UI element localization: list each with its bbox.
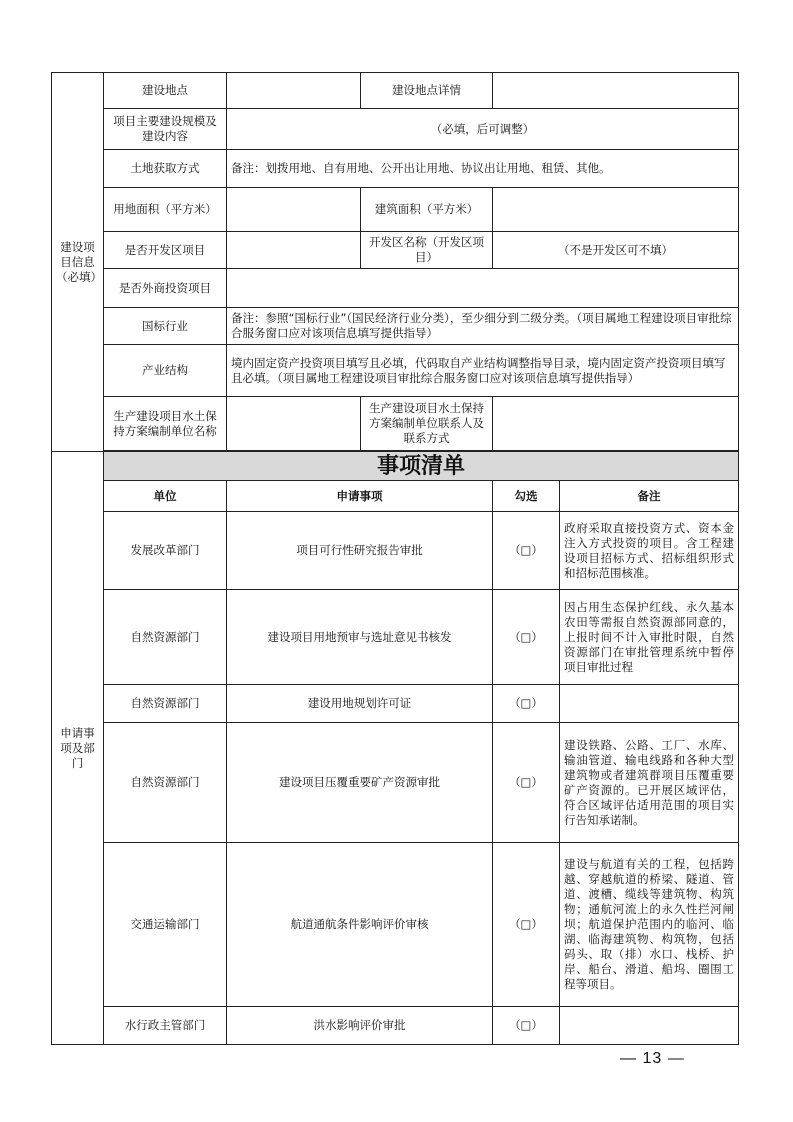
land-area-field[interactable] (227, 188, 361, 232)
header-matter: 申请事项 (227, 481, 493, 512)
header-check: 勾选 (493, 481, 560, 512)
row-unit: 自然资源部门 (104, 685, 227, 723)
row-checkbox[interactable]: （□） (493, 843, 560, 1007)
row-matter: 建设项目用地预审与选址意见书核发 (227, 590, 493, 685)
row-remark (560, 1007, 739, 1045)
foreign-investment-label: 是否外商投资项目 (104, 269, 227, 308)
row-matter: 建设用地规划许可证 (227, 685, 493, 723)
soil-plan-contact-field[interactable] (493, 397, 739, 451)
dev-zone-name-label: 开发区名称（开发区项目） (361, 232, 493, 269)
table-row (52, 723, 739, 843)
table-row (52, 590, 739, 685)
location-label: 建设地点 (104, 73, 227, 109)
building-area-field[interactable] (493, 188, 739, 232)
land-area-label: 用地面积（平方米） (104, 188, 227, 232)
form-table (51, 72, 739, 1045)
land-method-label: 土地获取方式 (104, 150, 227, 188)
industry-structure-label: 产业结构 (104, 345, 227, 397)
location-detail-field[interactable] (493, 73, 739, 109)
section-label-items: 申请事项及部门 (52, 452, 104, 1045)
industry-field[interactable]: 备注：参照“国标行业”（国民经济行业分类），至少细分到二级分类。（项目属地工程建设项目审批综合服务窗口应对该项信息填写提供指导） (227, 308, 739, 345)
row-remark: 建设与航道有关的工程，包括跨越、穿越航道的桥梁、隧道、管道、渡槽、缆线等建筑物、构筑物；通航河流上的永久性拦河闸坝；航道保护范围内的临河、临湖、临海建筑物、构筑物，包括码头、取（排）水口、栈桥、护岸、船台、滑道、船坞、圈围工程等项目。 (560, 843, 739, 1007)
scale-field[interactable]: （必填，后可调整） (227, 109, 739, 150)
dev-zone-field[interactable] (227, 232, 361, 269)
row-checkbox[interactable]: （□） (493, 723, 560, 843)
table-row (52, 843, 739, 1007)
land-method-field[interactable]: 备注：划拨用地、自有用地、公开出让用地、协议出让用地、租赁、其他。 (227, 150, 739, 188)
items-title: 事项清单 (104, 452, 739, 481)
location-detail-label: 建设地点详情 (361, 73, 493, 109)
table-row (52, 1007, 739, 1045)
row-checkbox[interactable]: （□） (493, 512, 560, 590)
dev-zone-name-field[interactable]: （不是开发区可不填） (493, 232, 739, 269)
row-unit: 交通运输部门 (104, 843, 227, 1007)
section-label-construction-info: 建设项目信息（必填） (52, 73, 104, 452)
header-remark: 备注 (560, 481, 739, 512)
row-unit: 自然资源部门 (104, 590, 227, 685)
scale-label: 项目主要建设规模及建设内容 (104, 109, 227, 150)
industry-structure-field[interactable]: 境内固定资产投资项目填写且必填，代码取自产业结构调整指导目录，境内固定资产投资项目填写且必填。（项目属地工程建设项目审批综合服务窗口应对该项信息填写提供指导） (227, 345, 739, 397)
row-remark: 建设铁路、公路、工厂、水库、输油管道、输电线路和各种大型建筑物或者建筑群项目压覆重要矿产资源的。已开展区域评估，符合区域评估适用范围的项目实行告知承诺制。 (560, 723, 739, 843)
row-matter: 洪水影响评价审批 (227, 1007, 493, 1045)
row-checkbox[interactable]: （□） (493, 590, 560, 685)
row-matter: 航道通航条件影响评价审核 (227, 843, 493, 1007)
application-form (51, 72, 738, 1045)
row-checkbox[interactable]: （□） (493, 685, 560, 723)
soil-plan-unit-field[interactable] (227, 397, 361, 451)
row-matter: 建设项目压覆重要矿产资源审批 (227, 723, 493, 843)
header-unit: 单位 (104, 481, 227, 512)
table-row (52, 685, 739, 723)
dev-zone-label: 是否开发区项目 (104, 232, 227, 269)
foreign-investment-field[interactable] (227, 269, 739, 308)
row-matter: 项目可行性研究报告审批 (227, 512, 493, 590)
soil-plan-unit-label: 生产建设项目水土保持方案编制单位名称 (104, 397, 227, 451)
row-remark (560, 685, 739, 723)
row-checkbox[interactable]: （□） (493, 1007, 560, 1045)
building-area-label: 建筑面积（平方米） (361, 188, 493, 232)
row-remark: 因占用生态保护红线、永久基本农田等需报自然资源部同意的，上报时间不计入审批时限，自然资源部门在审批管理系统中暂停项目审批过程 (560, 590, 739, 685)
row-unit: 自然资源部门 (104, 723, 227, 843)
row-unit: 发展改革部门 (104, 512, 227, 590)
soil-plan-contact-label: 生产建设项目水土保持方案编制单位联系人及联系方式 (361, 397, 493, 451)
row-remark: 政府采取直接投资方式、资本金注入方式投资的项目。含工程建设项目招标方式、招标组织形式和招标范围核准。 (560, 512, 739, 590)
industry-label: 国标行业 (104, 308, 227, 345)
location-field[interactable] (227, 73, 361, 109)
row-unit: 水行政主管部门 (104, 1007, 227, 1045)
table-row (52, 512, 739, 590)
page-number: — 13 — (620, 1050, 685, 1067)
